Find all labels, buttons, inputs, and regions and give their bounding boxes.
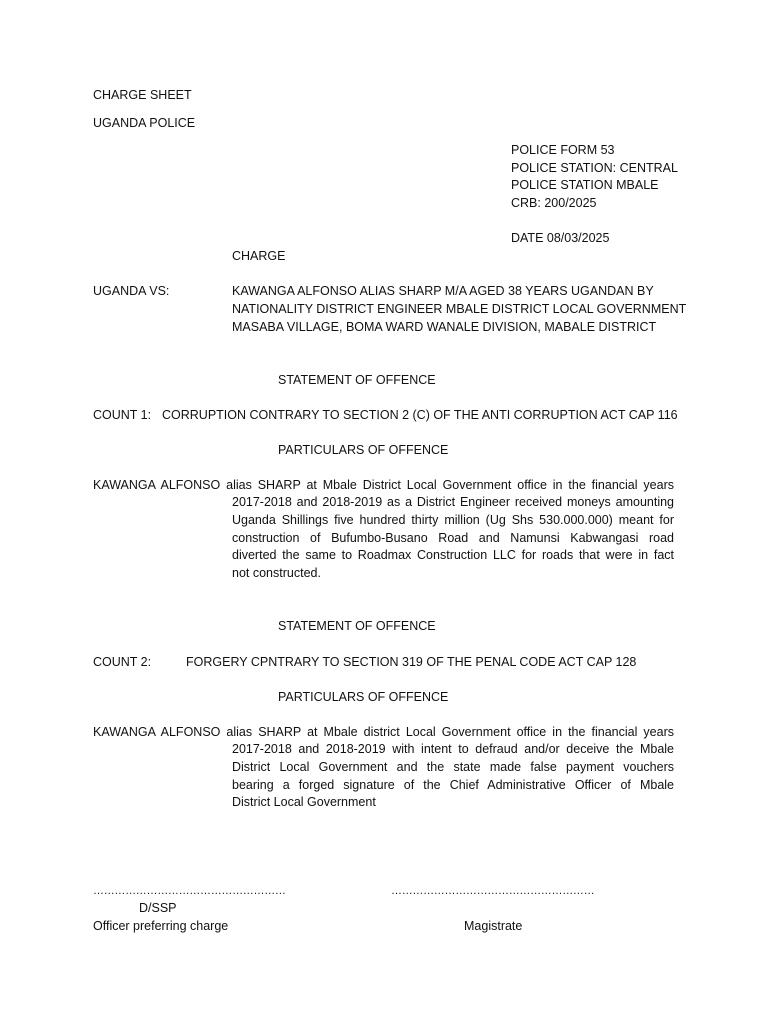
statement-of-offence-heading: STATEMENT OF OFFENCE (278, 373, 436, 387)
particulars-heading: PARTICULARS OF OFFENCE (278, 443, 449, 457)
agency-name: UGANDA POLICE (93, 116, 196, 130)
accused-line: MASABA VILLAGE, BOMA WARD WANALE DIVISION, MABALE DISTRICT (232, 320, 657, 334)
particulars-line: construction of Bufumbo-Busano Road and Namunsi Kabwangasi road (232, 531, 674, 545)
charge-heading: CHARGE (232, 249, 286, 263)
particulars-line: 2017-2018 and 2018-2019 with intent to defraud and/or deceive the Mbale (232, 742, 674, 756)
police-station-line1: POLICE STATION: CENTRAL (511, 161, 678, 175)
officer-signature-line: ……………………………………………… (93, 885, 286, 897)
statement-of-offence-heading: STATEMENT OF OFFENCE (278, 619, 436, 633)
particulars-line: KAWANGA ALFONSO alias SHARP at Mbale District Local Government office in the financial years (93, 478, 674, 492)
party-label: UGANDA VS: (93, 284, 170, 298)
count-label: COUNT 1: (93, 408, 152, 422)
particulars-line: Uganda Shillings five hundred thirty million (Ug Shs 530.000.000) meant for (232, 513, 674, 527)
particulars-line: diverted the same to Roadmax Construction LLC for roads that were in fact (232, 548, 674, 562)
charge-date: DATE 08/03/2025 (511, 231, 610, 245)
magistrate-signature-line: ………………………………………………… (391, 885, 595, 897)
particulars-line: not constructed. (232, 566, 321, 580)
magistrate-caption: Magistrate (464, 919, 523, 933)
count-offence: CORRUPTION CONTRARY TO SECTION 2 (C) OF THE ANTI CORRUPTION ACT CAP 116 (162, 408, 678, 422)
police-form-number: POLICE FORM 53 (511, 143, 615, 157)
count-label: COUNT 2: (93, 655, 152, 669)
particulars-line: District Local Government (232, 795, 376, 809)
officer-rank: D/SSP (139, 901, 177, 915)
particulars-line: 2017-2018 and 2018-2019 as a District Engineer received moneys amounting (232, 495, 674, 509)
particulars-line: bearing a forged signature of the Chief Administrative Officer of Mbale (232, 778, 674, 792)
officer-caption: Officer preferring charge (93, 919, 229, 933)
crb-number: CRB: 200/2025 (511, 196, 597, 210)
document-title: CHARGE SHEET (93, 88, 192, 102)
police-station-line2: POLICE STATION MBALE (511, 178, 659, 192)
count-offence: FORGERY CPNTRARY TO SECTION 319 OF THE PENAL CODE ACT CAP 128 (186, 655, 637, 669)
particulars-line: KAWANGA ALFONSO alias SHARP at Mbale district Local Government office in the financial years (93, 725, 674, 739)
accused-line: KAWANGA ALFONSO ALIAS SHARP M/A AGED 38 YEARS UGANDAN BY (232, 284, 654, 298)
particulars-line: District Local Government and the state made false payment vouchers (232, 760, 674, 774)
particulars-heading: PARTICULARS OF OFFENCE (278, 690, 449, 704)
accused-line: NATIONALITY DISTRICT ENGINEER MBALE DISTRICT LOCAL GOVERNMENT (232, 302, 687, 316)
